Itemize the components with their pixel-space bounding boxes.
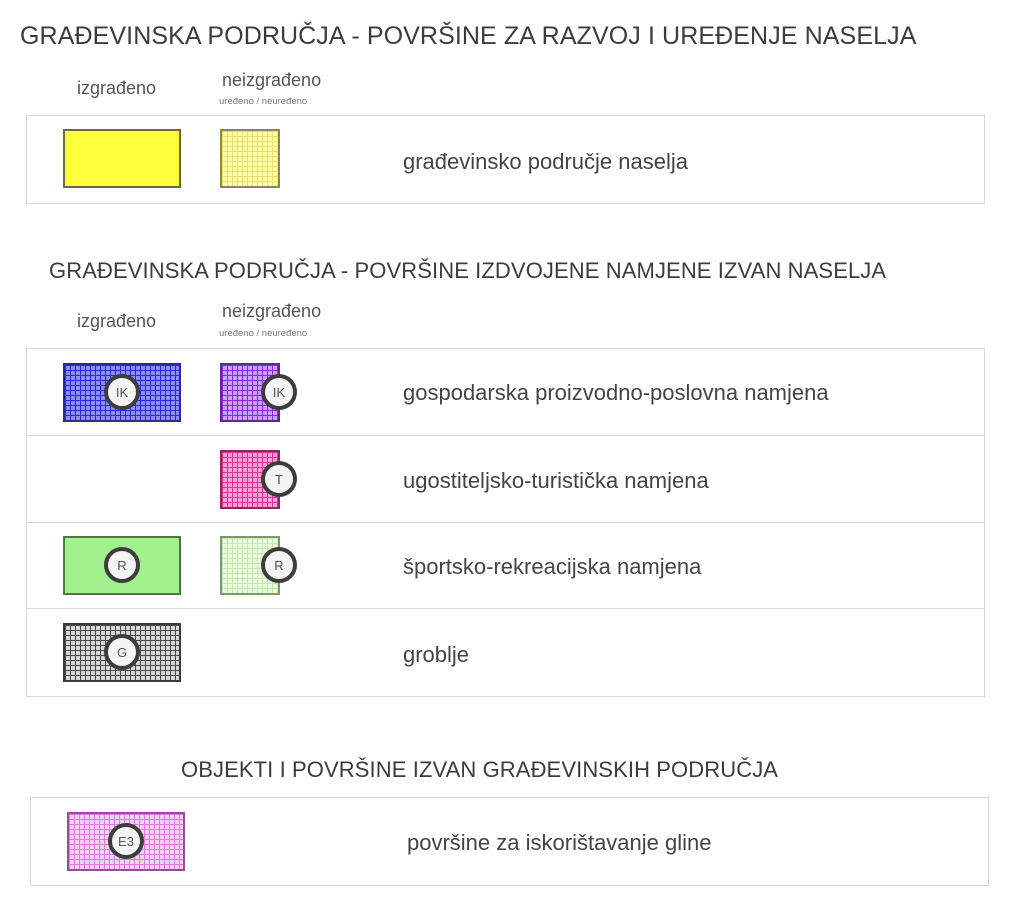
zone-code-badge: IK xyxy=(261,374,297,410)
column-header-unbuilt: neizgrađeno xyxy=(222,301,322,321)
row-divider xyxy=(27,435,984,436)
zone-code-badge: T xyxy=(261,461,297,497)
section-title-outside-settlement: GRAĐEVINSKA PODRUČJA - POVRŠINE IZDVOJENE NAMJENE IZVAN NASELJA xyxy=(49,258,887,283)
row-divider xyxy=(27,608,984,609)
legend-label-sport: športsko-rekreacijska namjena xyxy=(403,554,702,579)
legend-label-clay-extraction: površine za iskorištavanje gline xyxy=(407,830,712,855)
legend-panel-settlement xyxy=(26,115,985,204)
legend-label-tourism: ugostiteljsko-turistička namjena xyxy=(403,468,709,493)
row-divider xyxy=(27,522,984,523)
legend-label-industrial: gospodarska proizvodno-poslovna namjena xyxy=(403,380,829,405)
column-subheader-unbuilt: uređeno / neuređeno xyxy=(219,328,308,339)
legend-panel-outside-zones xyxy=(30,797,989,886)
section-title-settlement: GRAĐEVINSKA PODRUČJA - POVRŠINE ZA RAZVOJ I UREĐENJE NASELJA xyxy=(20,22,917,50)
zone-code-badge: R xyxy=(104,547,140,583)
swatch-settlement-built xyxy=(63,129,181,188)
column-subheader-unbuilt: uređeno / neuređeno xyxy=(219,96,308,107)
column-header-built: izgrađeno xyxy=(77,311,157,331)
column-header-unbuilt: neizgrađeno xyxy=(222,70,322,90)
section-title-outside-zones: OBJEKTI I POVRŠINE IZVAN GRAĐEVINSKIH PODRUČJA xyxy=(181,757,779,782)
zone-code-badge: R xyxy=(261,547,297,583)
legend-label-settlement: građevinsko područje naselja xyxy=(403,149,688,174)
swatch-settlement-unbuilt xyxy=(220,129,280,188)
legend-label-cemetery: groblje xyxy=(403,642,470,667)
legend-panel-outside-settlement xyxy=(26,348,985,697)
zone-code-badge: IK xyxy=(104,374,140,410)
zone-code-badge: G xyxy=(104,634,140,670)
zone-code-badge: E3 xyxy=(108,823,144,859)
column-header-built: izgrađeno xyxy=(77,78,157,98)
